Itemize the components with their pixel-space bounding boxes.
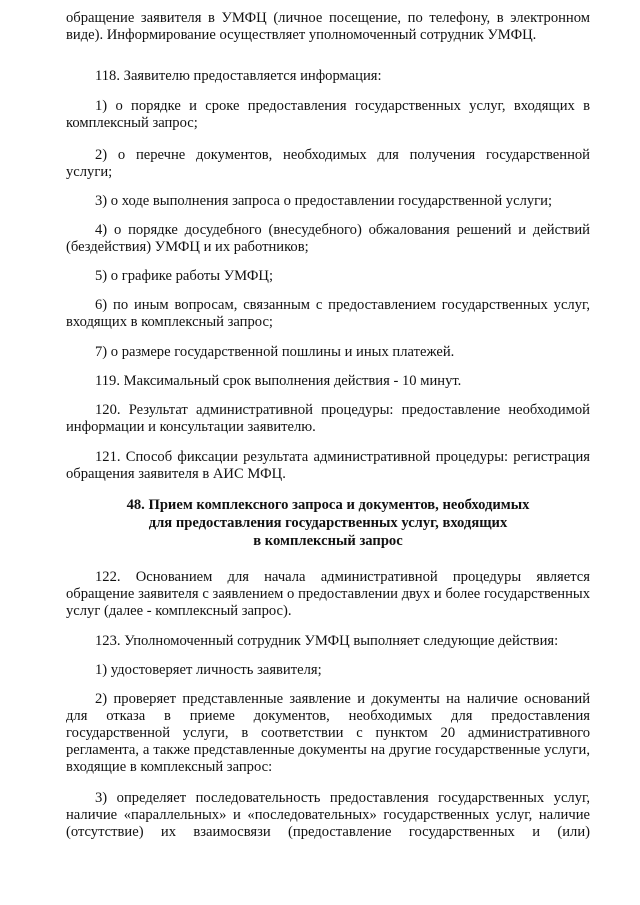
list-item-7: 7) о размере государственной пошлины и иных платежей.	[95, 344, 455, 360]
paragraph-123: 123. Уполномоченный сотрудник УМФЦ выполняет следующие действия:	[95, 633, 559, 649]
list-item-6: 6) по иным вопросам, связанным с предоставлением государственных услуг, входящих в комплексный запрос;	[66, 297, 590, 330]
action-item-1: 1) удостоверяет личность заявителя;	[95, 662, 322, 678]
list-item-3: 3) о ходе выполнения запроса о предоставлении государственной услуги;	[95, 193, 553, 209]
list-item-5: 5) о графике работы УМФЦ;	[95, 268, 274, 284]
paragraph-118: 118. Заявителю предоставляется информация:	[95, 68, 382, 84]
action-item-3: 3) определяет последовательность предоставления государственных услуг, наличие «параллельных» и «последовательных» государственных услуг, наличие (отсутствие) их взаимосвязи (предоставление государственных и (или)	[66, 790, 590, 840]
paragraph-121: 121. Способ фиксации результата административной процедуры: регистрация обращения заявителя в АИС МФЦ.	[66, 449, 590, 482]
paragraph-122: 122. Основанием для начала административной процедуры является обращение заявителя с заявлением о предоставлении двух и более государственных услуг (далее - комплексный запрос).	[66, 569, 590, 619]
action-item-2: 2) проверяет представленные заявление и документы на наличие оснований для отказа в приеме документов, необходимых для предоставления государственной услуги, в соответствии с пунктом 20 административного регламента, а также представленные документы на другие государственные услуги, входящие в комплексный запрос:	[66, 691, 590, 775]
section-heading-line: в комплексный запрос	[253, 533, 403, 549]
list-item-2: 2) о перечне документов, необходимых для получения государственной услуги;	[66, 147, 590, 180]
list-item-4: 4) о порядке досудебного (внесудебного) обжалования решений и действий (бездействия) УМФЦ и их работников;	[66, 222, 590, 255]
section-heading	[66, 496, 590, 550]
paragraph-119: 119. Максимальный срок выполнения действия - 10 минут.	[95, 373, 462, 389]
paragraph-120: 120. Результат административной процедуры: предоставление необходимой информации и консультации заявителю.	[66, 402, 590, 435]
section-heading-line: 48. Прием комплексного запроса и документов, необходимых	[126, 497, 530, 513]
list-item-1: 1) о порядке и сроке предоставления государственных услуг, входящих в комплексный запрос;	[66, 98, 590, 131]
section-heading-line: для предоставления государственных услуг, входящих	[148, 515, 508, 531]
paragraph-continuation: обращение заявителя в УМФЦ (личное посещение, по телефону, в электронном виде). Информирование осуществляет уполномоченный сотрудник УМФЦ.	[66, 10, 590, 43]
